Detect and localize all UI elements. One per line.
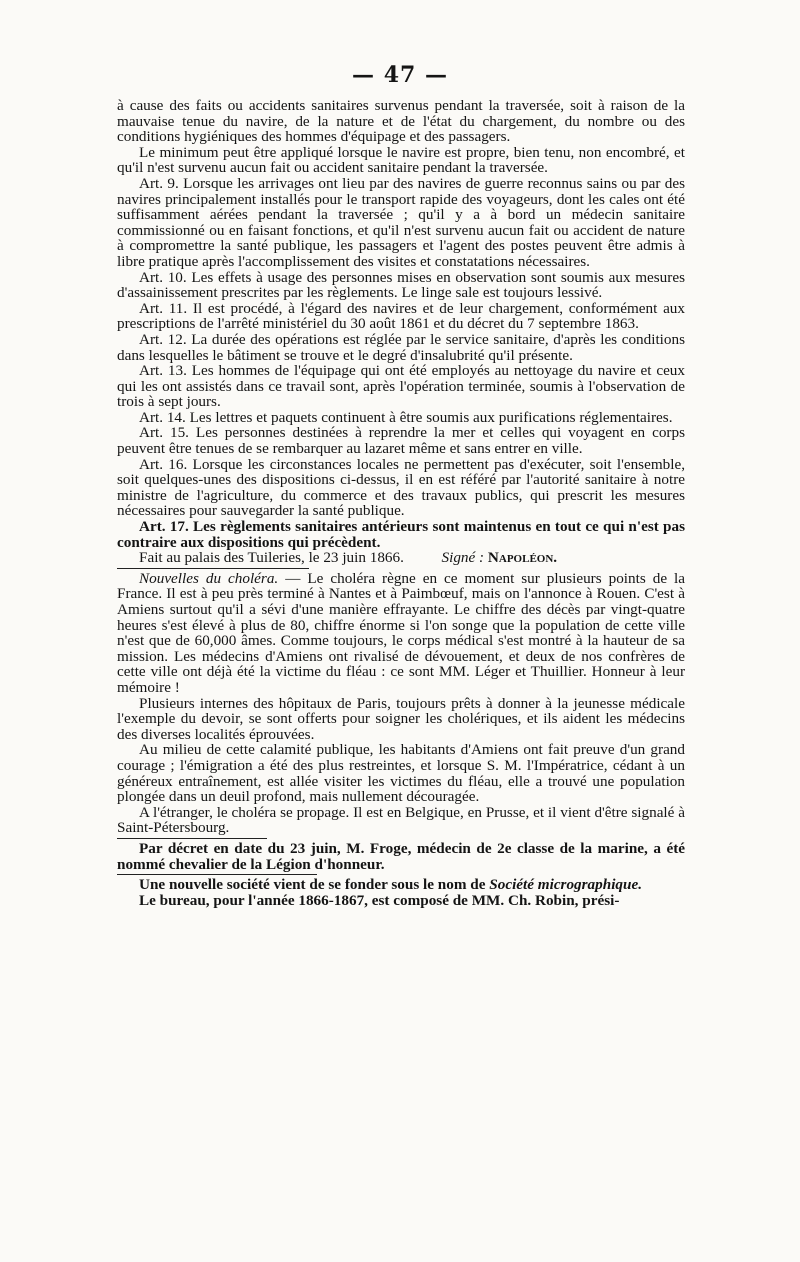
news-froge: Par décret en date du 23 juin, M. Froge, médecin de 2e classe de la marine, a été nommé chevalier de la Légion d'honneur. (117, 839, 685, 873)
cholera-heading: Nouvelles du choléra. (139, 569, 279, 587)
cholera-text: — Le choléra règne en ce moment sur plusieurs points de la France. Il est à peu près terminé à Nantes et à Paimbœuf, mais on l'annonce à Rouen. C'est à Amiens surtout qu'il a sévi d'une manière effrayante. Le chiffre des décès par vingt-quatre heures s'est élevé à plus de 80, chiffre énorme si l'on songe que la population de cette ville n'est que de 60,000 âmes. Comme toujours, le corps médical s'est montré à la hauteur de sa mission. Les médecins d'Amiens ont rivalisé de dévouement, et deux de nos confrères de cette ville ont déjà été la victime du fléau : ce sont MM. Léger et Thuillier. Honneur à leur mémoire ! (117, 569, 685, 696)
cholera-abroad: A l'étranger, le choléra se propage. Il est en Belgique, en Prusse, et il vient d'être signalé à Saint-Pétersbourg. (117, 803, 685, 837)
article-15: Art. 15. Les personnes destinées à reprendre la mer et celles qui voyagent en corps peuvent être tenues de se rembarquer au lazaret même et sans entrer en ville. (117, 424, 685, 458)
paragraph-minimum: Le minimum peut être appliqué lorsque le navire est propre, bien tenu, non encombré, et qu'il n'est survenu aucun fait ou accident sanitaire pendant la traversée. (117, 143, 685, 177)
signature-place-date: Fait au palais des Tuileries, le 23 juin 1866. (139, 549, 404, 567)
news-society (117, 877, 685, 893)
signature-name: Napoléon. (487, 549, 558, 567)
news-bureau: Le bureau, pour l'année 1866-1867, est composé de MM. Ch. Robin, prési- (139, 891, 620, 909)
decree-signature (117, 550, 685, 566)
signature-label: Signé : (441, 549, 485, 567)
article-body (117, 98, 685, 908)
cholera-news-paragraph (117, 571, 685, 696)
article-14: Art. 14. Les lettres et paquets continuent à être soumis aux purifications réglementaires. (139, 408, 673, 426)
article-17: Art. 17. Les règlements sanitaires antérieurs sont maintenus en tout ce qui n'est pas contraire aux dispositions qui précèdent. (117, 518, 685, 551)
article-9: Art. 9. Lorsque les arrivages ont lieu par des navires de guerre reconnus sains ou par des navires principalement installés pour le transport rapide des voyageurs, dont les cales ont été suffisamment aérées pendant la traversée ; qu'il y a à bord un médecin sanitaire commissionné ou en faisant fonctions, et qu'il n'est survenu aucun fait ou accident de nature à compromettre la santé publique, les passagers et l'agent des postes peuvent être admis à libre pratique après l'accomplissement des visites et constatations nécessaires. (117, 174, 685, 270)
article-16: Art. 16. Lorsque les circonstances locales ne permettent pas d'exécuter, soit l'ensemble, soit quelques-unes des dispositions ci-dessus, il en est référé par l'autorité sanitaire à notre ministre de l'agriculture, du commerce et des travaux publics, qui prescrit les mesures nécessaires pour sauvegarder la santé publique. (117, 455, 685, 520)
article-13: Art. 13. Les hommes de l'équipage qui ont été employés au nettoyage du navire et ceux qui les ont assistés dans ce travail sont, après l'opération terminée, soumis à l'observation de trois à sept jours. (117, 362, 685, 411)
section-divider (117, 874, 317, 875)
article-12: Art. 12. La durée des opérations est réglée par le service sanitaire, d'après les conditions dans lesquelles le bâtiment se trouve et le degré d'insalubrité qu'il présente. (117, 330, 685, 364)
society-name: Société micrographique. (489, 876, 642, 894)
society-prefix: Une nouvelle société vient de se fonder sous le nom de (139, 876, 486, 894)
cholera-interns: Plusieurs internes des hôpitaux de Paris, toujours prêts à donner à la jeunesse médicale l'exemple du devoir, se sont offerts pour soigner les cholériques, et ils aident les médecins des diverses localités éprouvées. (117, 694, 685, 743)
section-divider (117, 568, 309, 569)
page-number: — 47 — (352, 62, 448, 88)
section-divider (117, 838, 267, 839)
paragraph-continuation: à cause des faits ou accidents sanitaires survenus pendant la traversée, soit à raison de la mauvaise tenue du navire, de la nature et de l'état du chargement, du nombre ou des conditions hygiéniques des hommes d'équipage et des passagers. (117, 97, 685, 146)
article-11: Art. 11. Il est procédé, à l'égard des navires et de leur chargement, conformément aux prescriptions de l'arrêté ministériel du 30 août 1861 et du décret du 7 septembre 1863. (117, 299, 685, 333)
article-10: Art. 10. Les effets à usage des personnes mises en observation sont soumis aux mesures d'assainissement prescrites par les règlements. Le linge sale est toujours lessivé. (117, 268, 685, 302)
cholera-amiens: Au milieu de cette calamité publique, les habitants d'Amiens ont fait preuve d'un grand courage ; l'émigration a été des plus restreintes, et lorsque S. M. l'Impératrice, cédant à un généreux entraînement, est allée visiter les victimes du fléau, elle a trouvé une population plongée dans un deuil profond, mais nullement découragée. (117, 741, 685, 806)
